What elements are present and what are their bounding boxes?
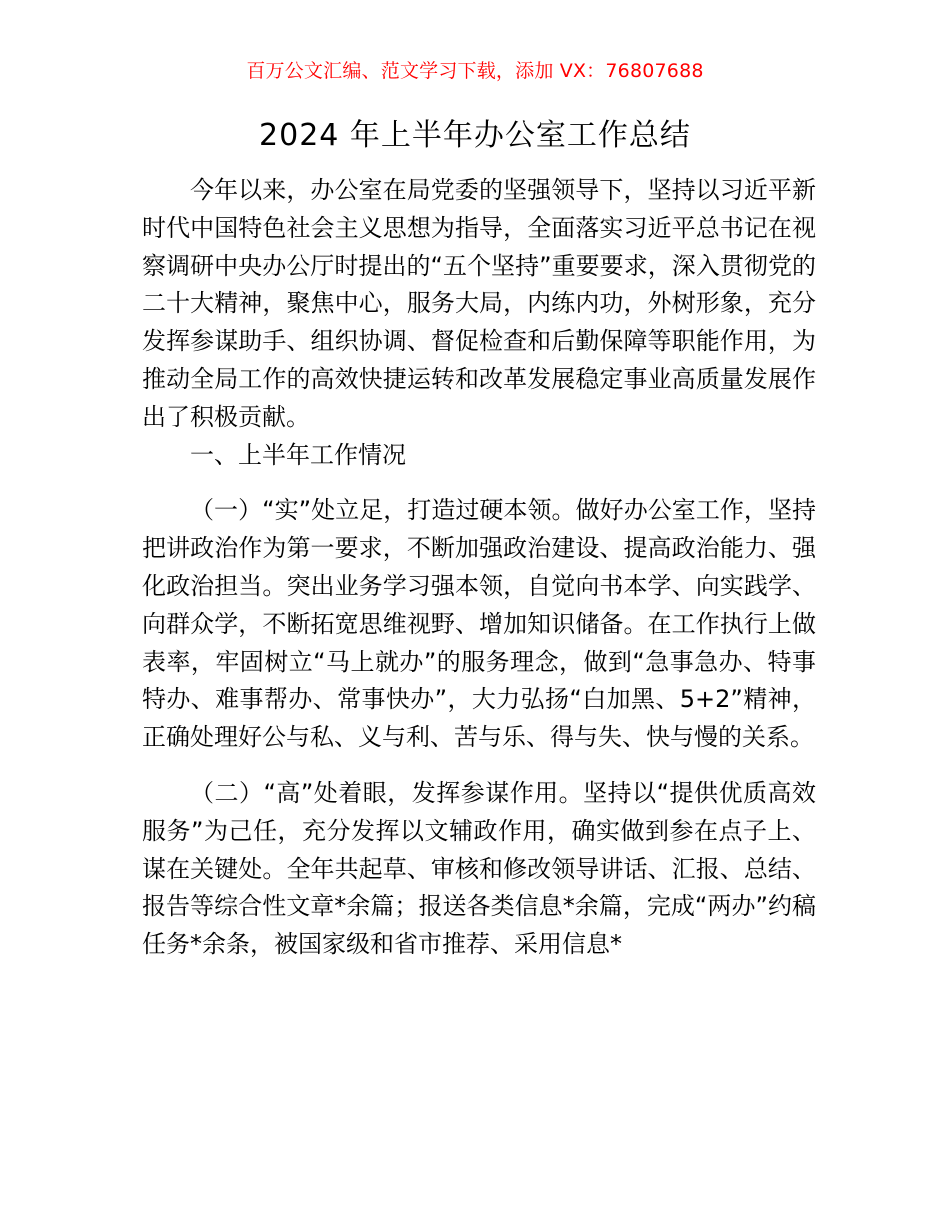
document-body: [142, 172, 816, 964]
intro-paragraph: 今年以来，办公室在局党委的坚强领导下，坚持以习近平新时代中国特色社会主义思想为指导，全面落实习近平总书记在视察调研中央办公厅时提出的“五个坚持”重要要求，深入贯彻党的二十大精神，聚焦中心，服务大局，内练内功，外树形象，充分发挥参谋助手、组织协调、督促检查和后勤保障等职能作用，为推动全局工作的高效快捷运转和改革发展稳定事业高质量发展作出了积极贡献。: [142, 176, 816, 431]
paragraph-1: （一）“实”处立足，打造过硬本领。做好办公室工作，坚持把讲政治作为第一要求，不断加强政治建设、提高政治能力、强化政治担当。突出业务学习强本领，自觉向书本学、向实践学、向群众学，不断拓宽思维视野、增加知识储备。在工作执行上做表率，牢固树立“马上就办”的服务理念，做到“急事急办、特事特办、难事帮办、常事快办”，大力弘扬“白加黑、5+2”精神，正确处理好公与私、义与利、苦与乐、得与失、快与慢的关系。: [142, 496, 816, 752]
paragraph-2: （二）“高”处着眼，发挥参谋作用。坚持以“提供优质高效服务”为己任，充分发挥以文辅政作用，确实做到参在点子上、谋在关键处。全年共起草、审核和修改领导讲话、汇报、总结、报告等综合性文章*余篇；报送各类信息*余篇，完成“两办”约稿任务*余条，被国家级和省市推荐、采用信息*: [142, 778, 816, 959]
header-banner: 百万公文汇编、范文学习下载，添加 VX：76807688: [246, 60, 704, 82]
section-heading-1: 一、上半年工作情况: [190, 440, 406, 469]
document-title: 2024 年上半年办公室工作总结: [259, 118, 691, 153]
